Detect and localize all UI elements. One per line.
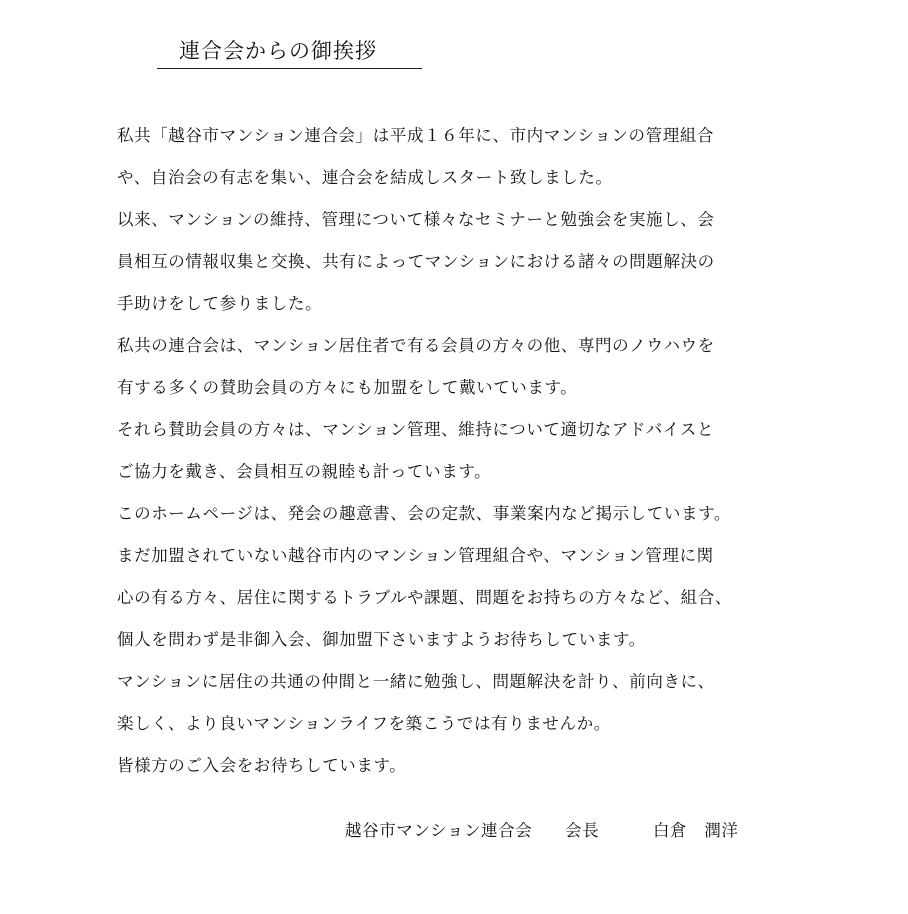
body-line: 私共「越谷市マンション連合会」は平成１６年に、市内マンションの管理組合 (117, 126, 715, 145)
signature-role: 会長 (565, 821, 600, 840)
body-line: ご協力を戴き、会員相互の親睦も計っています。 (117, 462, 492, 481)
body-line: 員相互の情報収集と交換、共有によってマンションにおける諸々の問題解決の (117, 252, 715, 271)
page-title: 連合会からの御挨拶 (179, 39, 377, 63)
body-line: それら賛助会員の方々は、マンション管理、維持について適切なアドバイスと (117, 420, 714, 439)
body-line: 楽しく、より良いマンションライフを築こうでは有りませんか。 (117, 714, 611, 733)
signature-name: 白倉 潤洋 (653, 821, 739, 840)
body-line: 以来、マンションの維持、管理について様々なセミナーと勉強会を実施し、会 (117, 210, 715, 229)
body-line: マンションに居住の共通の仲間と一緒に勉強し、問題解決を計り、前向きに、 (117, 672, 715, 691)
body-line: 有する多くの賛助会員の方々にも加盟をして戴いています。 (117, 378, 578, 397)
body-line: このホームページは、発会の趣意書、会の定款、事業案内など掲示しています。 (117, 504, 731, 523)
signature-organization: 越谷市マンション連合会 (345, 821, 533, 840)
body-line: 心の有る方々、居住に関するトラブルや課題、問題をお持ちの方々など、組合、 (117, 588, 732, 607)
title-underline (157, 34, 422, 69)
body-line: 私共の連合会は、マンション居住者で有る会員の方々の他、専門のノウハウを (117, 336, 715, 355)
body-line: 皆様方のご入会をお待ちしています。 (117, 756, 407, 775)
body-line: 手助けをして参りました。 (117, 294, 323, 313)
body-line: や、自治会の有志を集い、連合会を結成しスタート致しました。 (117, 168, 613, 187)
body-line: まだ加盟されていない越谷市内のマンション管理組合や、マンション管理に関 (117, 546, 714, 565)
body-line: 個人を問わず是非御入会、御加盟下さいますようお待ちしています。 (117, 630, 646, 649)
